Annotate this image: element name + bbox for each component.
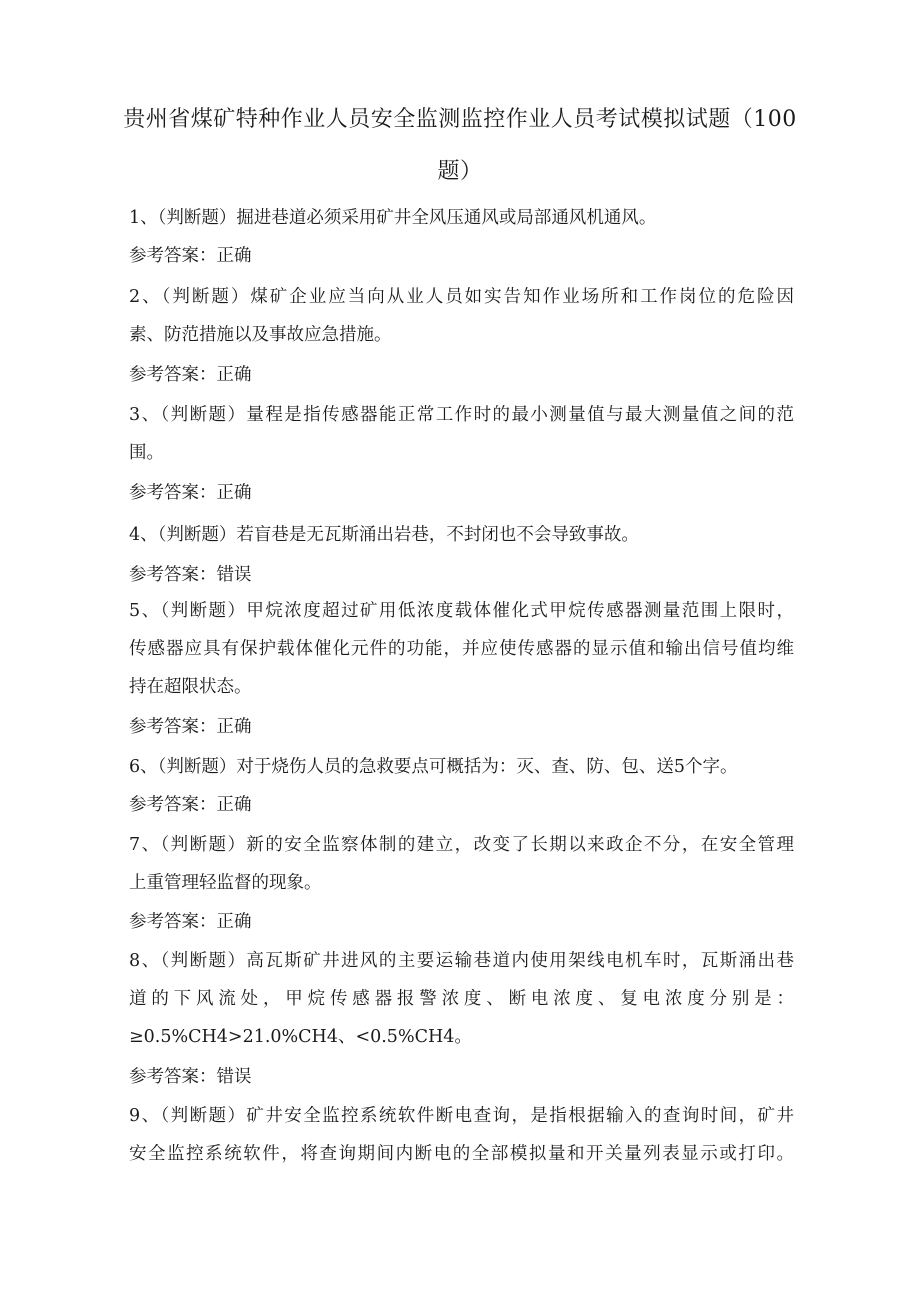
question-8-line-3: ≥0.5%CH4>21.0%CH4、<0.5%CH4。 <box>129 1027 472 1047</box>
answer-label: 参考答案： <box>129 795 217 815</box>
question-5-line-1: 5、（判断题）甲烷浓度超过矿用低浓度载体催化式甲烷传感器测量范围上限时， <box>129 601 794 621</box>
question-6-line-1: 6、（判断题）对于烧伤人员的急救要点可概括为：灭、查、防、包、送5个字。 <box>129 757 738 777</box>
answer-label: 参考答案： <box>129 1067 217 1087</box>
answer-value: 错误 <box>216 565 252 585</box>
document-title-line-1: 贵州省煤矿特种作业人员安全监测监控作业人员考试模拟试题（100 <box>123 107 797 132</box>
question-4-answer <box>129 563 794 587</box>
question-7-line-1: 7、（判断题）新的安全监察体制的建立，改变了长期以来政企不分，在安全管理 <box>129 835 794 855</box>
question-3-line-2: 围。 <box>129 443 164 463</box>
question-8-answer <box>129 1065 794 1089</box>
answer-value: 正确 <box>216 246 252 266</box>
question-1-line-1: 1、（判断题）掘进巷道必须采用矿井全风压通风或局部通风机通风。 <box>129 208 657 228</box>
answer-label: 参考答案： <box>129 912 217 932</box>
question-7-line-2: 上重管理轻监督的现象。 <box>129 873 322 893</box>
question-7-answer <box>129 910 794 934</box>
answer-value: 正确 <box>216 717 252 737</box>
question-2-line-2: 素、防范措施以及事故应急措施。 <box>129 325 392 345</box>
question-9-line-2: 安全监控系统软件，将查询期间内断电的全部模拟量和开关量列表显示或打印。 <box>129 1144 794 1164</box>
question-5-answer <box>129 715 794 739</box>
question-5-line-3: 持在超限状态。 <box>129 677 252 697</box>
answer-label: 参考答案： <box>129 365 217 385</box>
question-6-answer <box>129 793 794 817</box>
question-2-answer <box>129 363 794 387</box>
question-2-line-1: 2、（判断题）煤矿企业应当向从业人员如实告知作业场所和工作岗位的危险因 <box>129 287 794 307</box>
answer-value: 正确 <box>216 795 252 815</box>
document-title-line-2: 题） <box>437 159 483 184</box>
question-8-line-1: 8、（判断题）高瓦斯矿井进风的主要运输巷道内使用架线电机车时，瓦斯涌出巷 <box>129 951 794 971</box>
question-5-line-2: 传感器应具有保护载体催化元件的功能，并应使传感器的显示值和输出信号值均维 <box>129 639 794 659</box>
question-3-answer <box>129 481 794 505</box>
question-4-line-1: 4、（判断题）若盲巷是无瓦斯涌出岩巷，不封闭也不会导致事故。 <box>129 525 639 545</box>
question-1-answer <box>129 244 794 268</box>
question-9-line-1: 9、（判断题）矿井安全监控系统软件断电查询，是指根据输入的查询时间，矿井 <box>129 1106 794 1126</box>
answer-value: 错误 <box>216 1067 252 1087</box>
answer-value: 正确 <box>216 365 252 385</box>
question-8-line-2: 道的下风流处，甲烷传感器报警浓度、断电浓度、复电浓度分别是： <box>129 989 794 1009</box>
answer-label: 参考答案： <box>129 483 217 503</box>
question-3-line-1: 3、（判断题）量程是指传感器能正常工作时的最小测量值与最大测量值之间的范 <box>129 405 794 425</box>
answer-label: 参考答案： <box>129 246 217 266</box>
answer-value: 正确 <box>216 483 252 503</box>
answer-value: 正确 <box>216 912 252 932</box>
answer-label: 参考答案： <box>129 717 217 737</box>
answer-label: 参考答案： <box>129 565 217 585</box>
